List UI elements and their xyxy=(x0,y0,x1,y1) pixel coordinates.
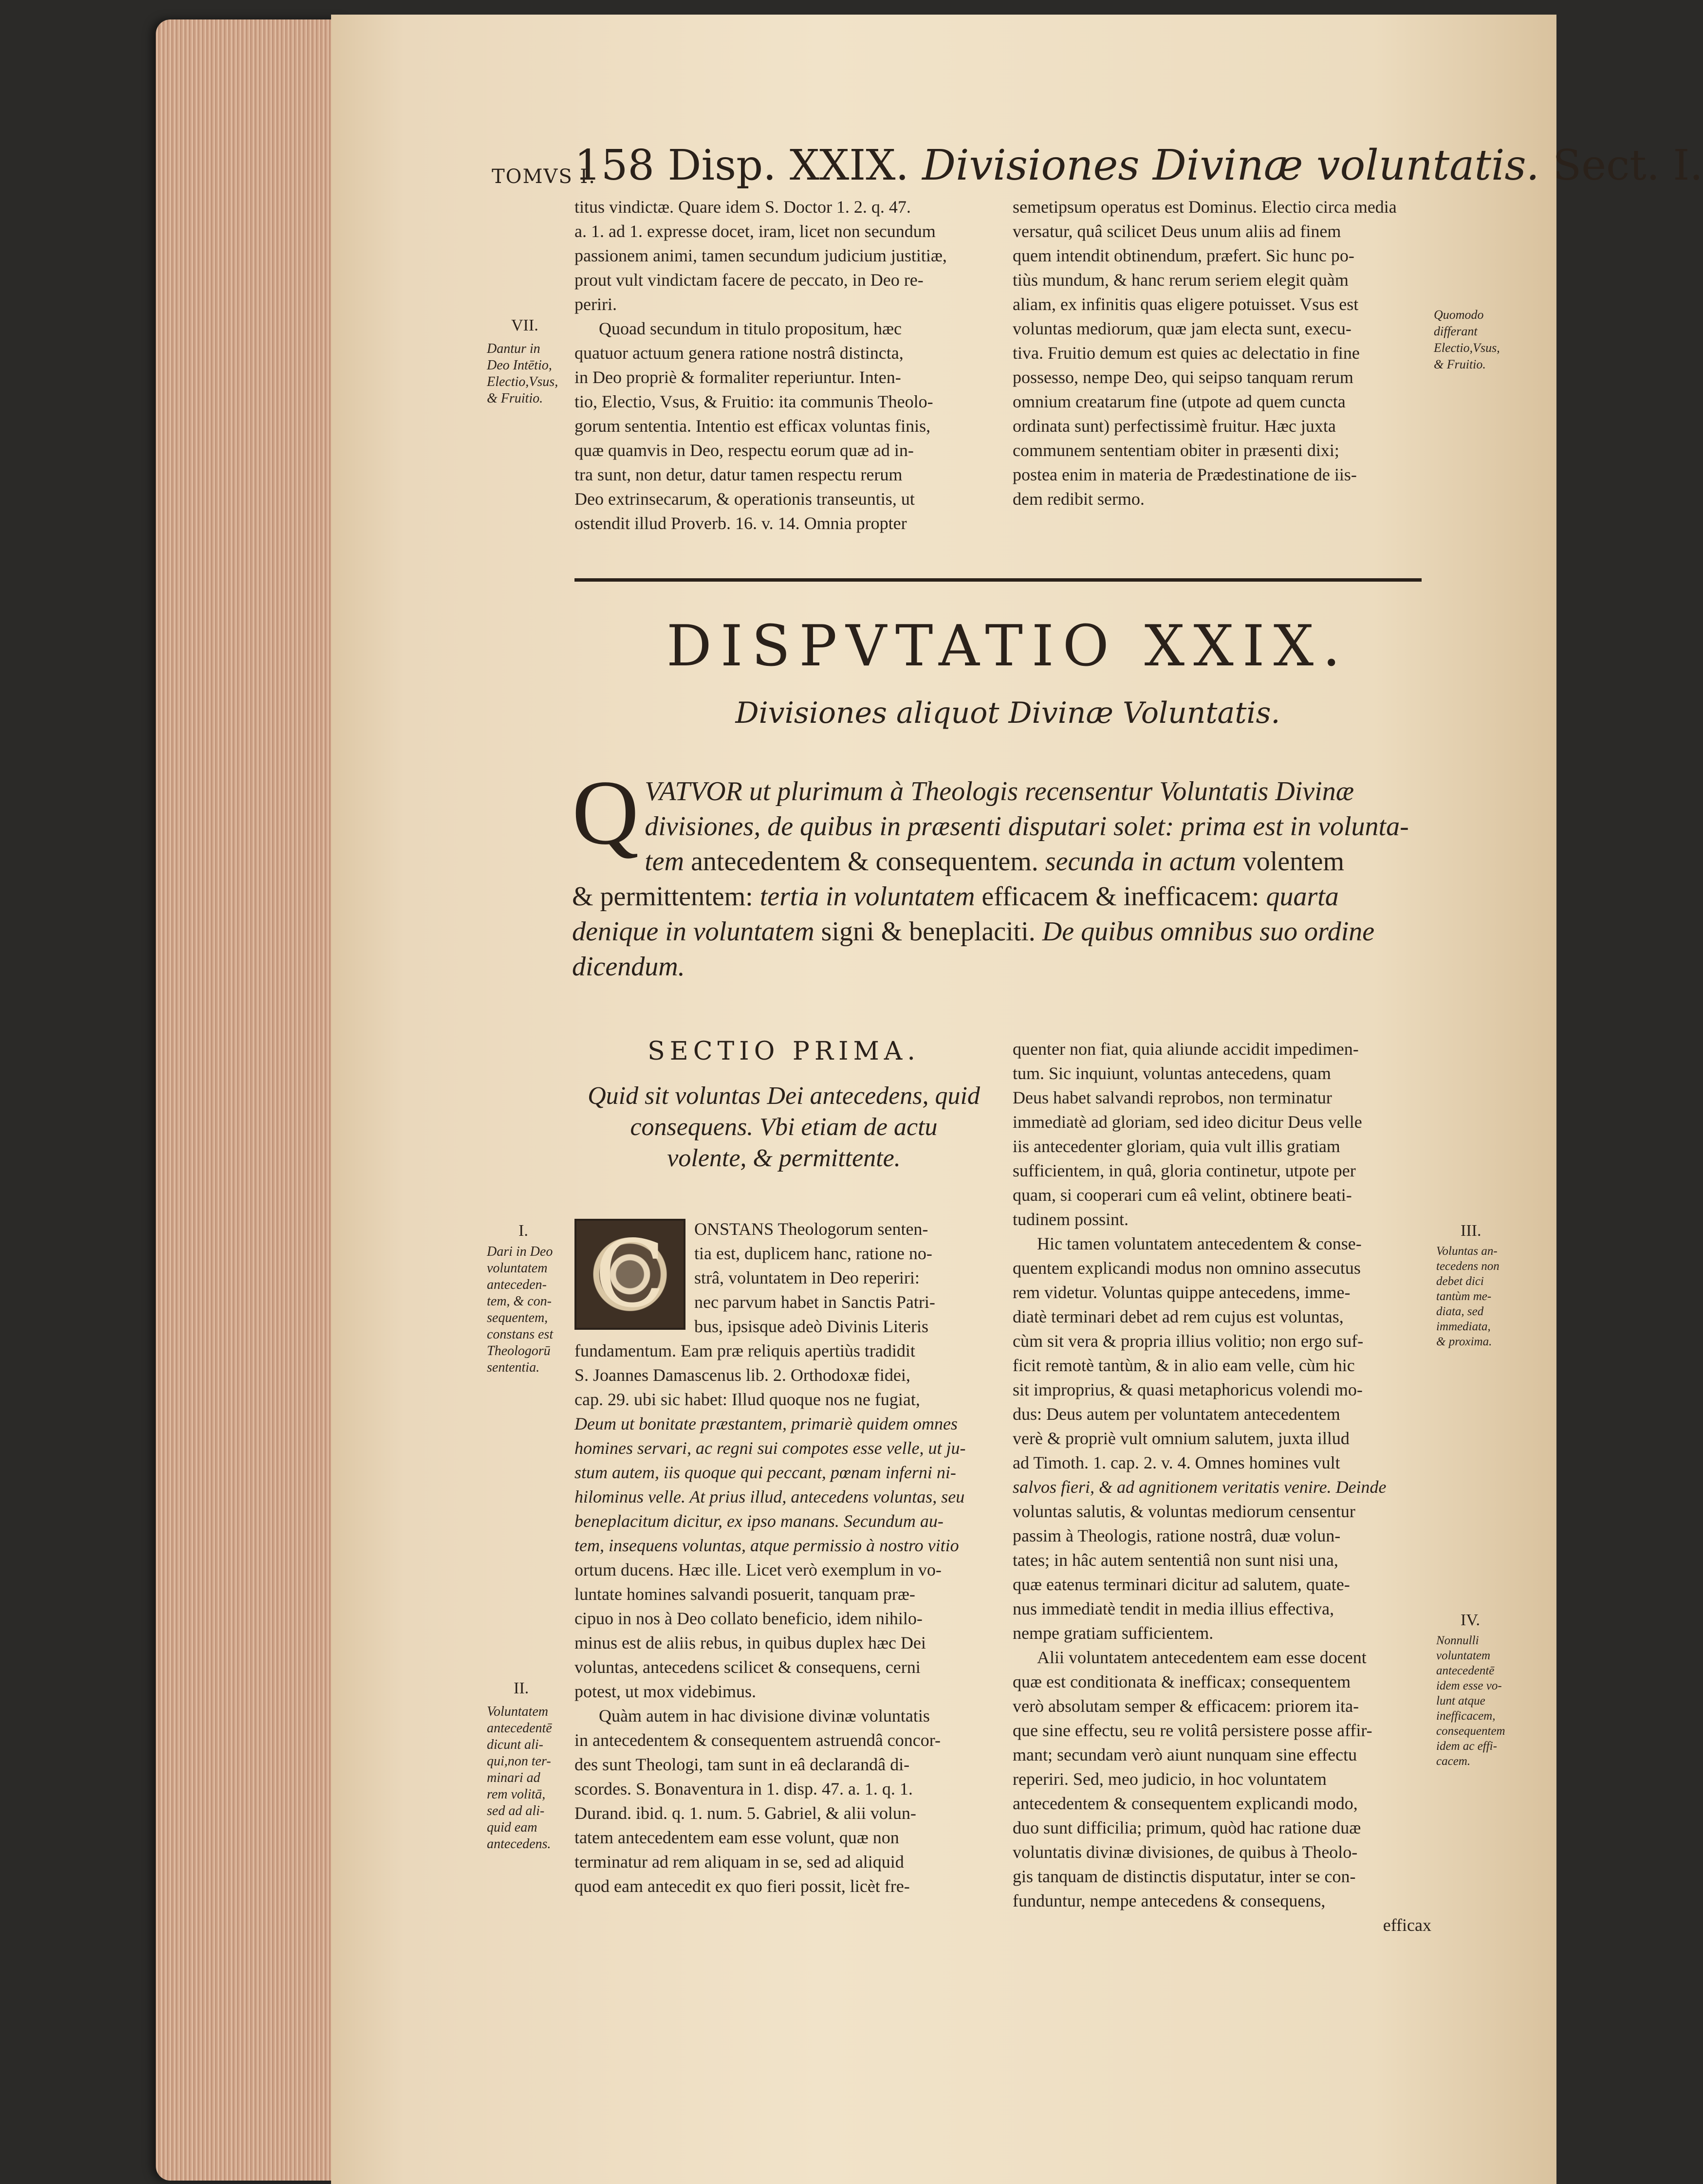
text-line: tiva. Fruitio demum est quies ac delectatio in fine xyxy=(1013,343,1360,363)
text-line: diatè terminari debet ad rem cujus est voluntas, xyxy=(1013,1307,1344,1326)
text-line: potest, ut mox videbimus. xyxy=(574,1682,756,1701)
intro-fragment: tertia in voluntatem xyxy=(753,881,982,912)
text-line: possesso, nempe Deo, qui seipso tanquam rerum xyxy=(1013,367,1353,387)
margin-note-iii xyxy=(1436,1244,1509,1349)
text-line: tia est, duplicem hanc, ratione no- xyxy=(694,1244,932,1263)
text-line: salvos fieri, & ad agnitionem veritatis venire. Deinde xyxy=(1013,1477,1387,1497)
margin-note-line: sequentem, xyxy=(487,1310,548,1325)
text-line: duo sunt difficilia; primum, quòd hac ratione duæ xyxy=(1013,1818,1361,1837)
text-line: passim à Theologis, ratione nostrâ, duæ volun- xyxy=(1013,1526,1341,1545)
margin-note-line: sed ad ali- xyxy=(487,1803,545,1818)
ornamental-initial xyxy=(574,1219,685,1330)
text-line: tra sunt, non detur, datur tamen respectu rerum xyxy=(574,465,903,484)
text-line: aliam, ex infinitis quas eligere potuisset. Vsus est xyxy=(1013,294,1359,314)
text-line: semetipsum operatus est Dominus. Electio circa media xyxy=(1013,197,1397,217)
margin-note-line: Electio,Vsus, xyxy=(1434,341,1500,355)
text-line: ostendit illud Proverb. 16. v. 14. Omnia propter xyxy=(574,514,907,533)
margin-note-i xyxy=(487,1244,570,1376)
margin-note-line: quid eam xyxy=(487,1820,537,1835)
horizontal-rule xyxy=(574,578,1422,582)
text-line: homines servari, ac regni sui compotes esse velle, ut ju- xyxy=(574,1438,966,1458)
text-line: tates; in hâc autem sententiâ non sunt nisi una, xyxy=(1013,1550,1338,1570)
margin-note-line: tecedens non xyxy=(1436,1260,1499,1273)
running-head-title: Divisiones Divinæ voluntatis. xyxy=(922,141,1539,190)
top-right-column xyxy=(1013,195,1431,511)
text-line: tatem antecedentem eam esse volunt, quæ non xyxy=(574,1828,899,1847)
margin-note-line: voluntatem xyxy=(1436,1649,1491,1662)
margin-note-line: cacem. xyxy=(1436,1755,1471,1768)
text-line: beneplacitum dicitur, ex ipso manans. Secundum au- xyxy=(574,1511,944,1531)
top-left-column xyxy=(574,195,993,535)
margin-note-line: sententia. xyxy=(487,1360,540,1375)
text-line: bus, ipsisque adeò Divinis Literis xyxy=(694,1317,928,1336)
bottom-right-column xyxy=(1013,1037,1431,1937)
text-line: ficit remotè tantùm, & in alio eam velle, cùm hic xyxy=(1013,1356,1355,1375)
margin-note-line: Voluntas an- xyxy=(1436,1245,1498,1258)
tomus-label: TOMVS I. xyxy=(492,165,596,188)
intro-line-6: dicendum. xyxy=(572,952,685,982)
text-line: voluntas mediorum, quæ jam electa sunt, execu- xyxy=(1013,319,1351,338)
text-line: tiùs mundum, & hanc rerum seriem elegit quàm xyxy=(1013,270,1349,290)
text-line: ortum ducens. Hæc ille. Licet verò exemplum in vo- xyxy=(574,1560,942,1579)
text-line: quatuor actuum genera ratione nostrâ distincta, xyxy=(574,343,904,363)
margin-note-line: Quomodo xyxy=(1434,308,1484,322)
text-line: iis antecedenter gloriam, quia vult illis gratiam xyxy=(1013,1137,1340,1156)
text-line: quæ est conditionata & inefficax; consequentem xyxy=(1013,1672,1351,1691)
margin-note-quomodo xyxy=(1434,307,1502,373)
intro-line-1: VATVOR ut plurimum à Theologis recensentur Voluntatis Divinæ xyxy=(645,776,1354,807)
intro-line-3 xyxy=(572,844,1439,879)
text-line: in antecedentem & consequentem astruendâ concor- xyxy=(574,1730,941,1750)
text-line: scordes. S. Bonaventura in 1. disp. 47. a. 1. q. 1. xyxy=(574,1779,913,1799)
margin-note-line: immediata, xyxy=(1436,1320,1491,1333)
text-line: voluntatis divinæ divisiones, de quibus à Theolo- xyxy=(1013,1842,1358,1862)
text-line: Quàm autem in hac divisione divinæ voluntatis xyxy=(599,1706,930,1725)
text-line: gis tanquam de distinctis disputatur, inter se con- xyxy=(1013,1867,1356,1886)
margin-note-line: Voluntatem xyxy=(487,1704,548,1719)
text-line: Deus habet salvandi reprobos, non terminatur xyxy=(1013,1088,1332,1107)
text-line: tem, insequens voluntas, atque permissio à nostro vitio xyxy=(574,1536,959,1555)
margin-note-line: diata, sed xyxy=(1436,1305,1484,1318)
text-line: tudinem possint. xyxy=(1013,1210,1129,1229)
margin-note-line: minari ad xyxy=(487,1770,540,1785)
margin-note-line: & proxima. xyxy=(1436,1335,1492,1348)
text-line: Alii voluntatem antecedentem eam esse docent xyxy=(1037,1648,1367,1667)
margin-note-line: consequentem xyxy=(1436,1725,1505,1738)
text-line: tio, Electio, Vsus, & Fruitio: ita communis Theolo- xyxy=(574,392,933,411)
margin-note-line: antecedentē xyxy=(487,1721,552,1736)
text-line: prout vult vindictam facere de peccato, in Deo re- xyxy=(574,270,924,290)
intro-line-4 xyxy=(572,879,1439,914)
text-line: rem videtur. Voluntas quippe antecedens, imme- xyxy=(1013,1283,1351,1302)
text-line: omnium creatarum fine (utpote ad quem cuncta xyxy=(1013,392,1346,411)
text-line: cùm sit vera & propria illius volitio; non ergo suf- xyxy=(1013,1331,1364,1351)
margin-note-line: anteceden- xyxy=(487,1277,547,1292)
margin-note-line: idem esse vo- xyxy=(1436,1679,1502,1692)
intro-fragment: signi & beneplaciti. xyxy=(821,917,1036,947)
text-line: des sunt Theologi, tam sunt in eâ declarandâ di- xyxy=(574,1755,910,1774)
text-line: stum autem, iis quoque qui peccant, pœnam inferni ni- xyxy=(574,1463,956,1482)
margin-note-line: tem, & con- xyxy=(487,1294,552,1309)
sectio-heading: SECTIO PRIMA. xyxy=(648,1037,920,1066)
disputatio-title: DISPVTATIO XXIX. xyxy=(666,613,1350,679)
text-line: ad Timoth. 1. cap. 2. v. 4. Omnes homines vult xyxy=(1013,1453,1340,1472)
intro-fragment: & permittentem: xyxy=(572,881,753,912)
text-line: quam, si cooperari cum eâ velint, obtinere beati- xyxy=(1013,1185,1352,1205)
book-page-edges xyxy=(156,19,346,2181)
catchword: efficax xyxy=(1383,1915,1431,1935)
text-line: periri. xyxy=(574,294,617,314)
text-line: postea enim in materia de Prædestinatione de iis- xyxy=(1013,465,1357,484)
margin-note-line: debet dici xyxy=(1436,1275,1484,1288)
margin-note-line: constans est xyxy=(487,1327,554,1342)
text-line: Deum ut bonitate præstantem, primariè quidem omnes xyxy=(574,1414,958,1433)
margin-note-line: antecedentē xyxy=(1436,1664,1495,1677)
text-line: communem sententiam obiter in præsenti dixi; xyxy=(1013,440,1339,460)
margin-note-line: antecedens. xyxy=(487,1836,551,1852)
margin-number-iii: III. xyxy=(1461,1222,1481,1240)
intro-fragment: De quibus omnibus suo ordine xyxy=(1035,917,1375,947)
margin-number-vii: VII. xyxy=(511,316,538,334)
text-line: nec parvum habet in Sanctis Patri- xyxy=(694,1292,935,1312)
margin-note-line: dicunt ali- xyxy=(487,1737,543,1752)
running-head-sect: Sect. I. xyxy=(1553,141,1703,190)
margin-note-line: lunt atque xyxy=(1436,1694,1485,1707)
text-line: voluntas, antecedens scilicet & consequens, cerni xyxy=(574,1657,921,1677)
intro-fragment: volentem xyxy=(1242,846,1345,877)
text-line: reperiri. Sed, meo judicio, in hoc voluntatem xyxy=(1013,1769,1327,1789)
text-line: Durand. ibid. q. 1. num. 5. Gabriel, & alii volun- xyxy=(574,1803,916,1823)
margin-note-line: & Fruitio. xyxy=(1434,357,1486,371)
disputatio-subtitle: Divisiones aliquot Divinæ Voluntatis. xyxy=(735,696,1280,730)
text-line: Quoad secundum in titulo propositum, hæc xyxy=(599,319,902,338)
margin-note-line: Electio,Vsus, xyxy=(487,374,558,389)
text-line: Hic tamen voluntatem antecedentem & conse- xyxy=(1037,1234,1362,1253)
text-line: nus immediatè tendit in media illius effectiva, xyxy=(1013,1599,1334,1618)
intro-fragment: denique in voluntatem xyxy=(572,917,821,947)
margin-note-line: Nonnulli xyxy=(1436,1634,1479,1647)
intro-line-2: divisiones, de quibus in præsenti disputari solet: prima est in volunta- xyxy=(645,811,1409,842)
text-line: luntate homines salvandi posuerit, tanquam præ- xyxy=(574,1584,915,1604)
sectio-question-line: consequens. Vbi etiam de actu xyxy=(630,1113,938,1141)
text-line: voluntas salutis, & voluntas mediorum censentur xyxy=(1013,1502,1355,1521)
margin-note-line: Dantur in xyxy=(487,341,540,356)
text-line: gorum sententia. Intentio est efficax voluntas finis, xyxy=(574,416,931,436)
intro-fragment: efficacem & inefficacem: xyxy=(981,881,1259,912)
margin-note-line: rem volitā, xyxy=(487,1787,546,1802)
intro-line-5 xyxy=(572,914,1439,949)
text-line: versatur, quâ scilicet Deus unum aliis ad finem xyxy=(1013,221,1341,241)
margin-note-line: Dari in Deo xyxy=(487,1244,553,1259)
text-line: dem redibit sermo. xyxy=(1013,489,1145,509)
text-line: antecedentem & consequentem explicandi modo, xyxy=(1013,1794,1358,1813)
text-line: quod eam antecedit ex quo fieri possit, licèt fre- xyxy=(574,1876,910,1896)
text-line: ordinata sunt) perfectissimè fruitur. Hæc juxta xyxy=(1013,416,1336,436)
intro-fragment: secunda in actum xyxy=(1038,846,1243,877)
text-line: quentem explicandi modus non omnino assecutus xyxy=(1013,1258,1361,1278)
text-line: quem intendit obtinendum, præfert. Sic hunc po- xyxy=(1013,246,1354,265)
margin-note-ii xyxy=(487,1704,570,1853)
text-line: cipuo in nos à Deo collato beneficio, idem nihilo- xyxy=(574,1609,923,1628)
text-line: Deo extrinsecarum, & operationis transeuntis, ut xyxy=(574,489,915,509)
margin-number-ii: II. xyxy=(514,1679,529,1697)
text-line: strâ, voluntatem in Deo reperiri: xyxy=(694,1268,920,1287)
margin-note-line: qui,non ter- xyxy=(487,1754,551,1769)
intro-fragment: quarta xyxy=(1259,881,1339,912)
sectio-question xyxy=(574,1081,993,1174)
text-line: dus: Deus autem per voluntatem antecedentem xyxy=(1013,1404,1340,1424)
text-line: immediatè ad gloriam, sed ideo dicitur Deus velle xyxy=(1013,1112,1362,1132)
text-line: minus est de aliis rebus, in quibus duplex hæc Dei xyxy=(574,1633,926,1652)
text-line: sufficientem, in quâ, gloria continetur, utpote per xyxy=(1013,1161,1356,1180)
margin-note-vii xyxy=(487,341,570,407)
margin-note-line: idem ac effi- xyxy=(1436,1740,1497,1753)
margin-note-line: inefficacem, xyxy=(1436,1709,1496,1723)
text-line: passionem animi, tamen secundum judicium justitiæ, xyxy=(574,246,947,265)
initial-letter: C xyxy=(594,1220,666,1328)
margin-number-iv: IV. xyxy=(1461,1611,1480,1629)
text-line: nempe gratiam sufficientem. xyxy=(1013,1623,1214,1643)
text-line: quenter non fiat, quia aliunde accidit impedimen- xyxy=(1013,1039,1359,1059)
margin-note-line: & Fruitio. xyxy=(487,391,543,406)
text-line: terminatur ad rem aliquam in se, sed ad aliquid xyxy=(574,1852,904,1872)
margin-note-line: voluntatem xyxy=(487,1261,548,1276)
intro-fragment: antecedentem & consequentem. xyxy=(691,846,1038,877)
sectio-question-line: volente, & permittente. xyxy=(667,1144,901,1172)
text-line: sit improprius, & quasi metaphoricus volendi mo- xyxy=(1013,1380,1363,1399)
sectio-question-line: Quid sit voluntas Dei antecedens, quid xyxy=(588,1082,980,1110)
drop-cap-q: Q xyxy=(572,762,639,864)
text-line: cap. 29. ubi sic habet: Illud quoque nos ne fugiat, xyxy=(574,1390,920,1409)
running-head xyxy=(574,141,1703,190)
text-line: in Deo propriè & formaliter reperiuntur. Inten- xyxy=(574,367,901,387)
margin-note-line: Theologorū xyxy=(487,1343,551,1358)
text-line: mant; secundam verò aiunt nunquam sine effectu xyxy=(1013,1745,1357,1764)
text-line: hilominus velle. At prius illud, antecedens voluntas, seu xyxy=(574,1487,965,1506)
text-line: a. 1. ad 1. expresse docet, iram, licet non secundum xyxy=(574,221,936,241)
text-line: titus vindictæ. Quare idem S. Doctor 1. 2. q. 47. xyxy=(574,197,911,217)
margin-note-iv xyxy=(1436,1633,1509,1769)
text-line: funduntur, nempe antecedens & consequens, xyxy=(1013,1891,1326,1910)
margin-note-line: Deo Intētio, xyxy=(487,358,552,373)
bottom-left-column xyxy=(574,1217,993,1898)
text-line: tum. Sic inquiunt, voluntas antecedens, quam xyxy=(1013,1064,1331,1083)
text-line: quæ quamvis in Deo, respectu eorum quæ ad in- xyxy=(574,440,914,460)
text-line: verò absolutam semper & efficacem: priorem ita- xyxy=(1013,1696,1359,1716)
text-line: ONSTANS Theologorum senten- xyxy=(694,1219,928,1239)
text-line: quæ eatenus terminari dicitur ad salutem, quate- xyxy=(1013,1575,1350,1594)
intro-paragraph xyxy=(572,762,1439,984)
text-line: S. Joannes Damascenus lib. 2. Orthodoxæ fidei, xyxy=(574,1365,910,1385)
text-line: fundamentum. Eam præ reliquis apertiùs tradidit xyxy=(574,1341,915,1360)
text-line: que sine effectu, seu re volitâ persistere posse affir- xyxy=(1013,1721,1372,1740)
intro-fragment: tem xyxy=(645,846,691,877)
text-line: verè & propriè vult omnium salutem, juxta illud xyxy=(1013,1429,1350,1448)
page-number: 158 xyxy=(574,141,655,190)
margin-note-line: tantùm me- xyxy=(1436,1290,1492,1303)
margin-note-line: differant xyxy=(1434,324,1478,338)
running-head-disp: Disp. XXIX. xyxy=(667,141,909,190)
margin-number-i: I. xyxy=(518,1222,528,1240)
